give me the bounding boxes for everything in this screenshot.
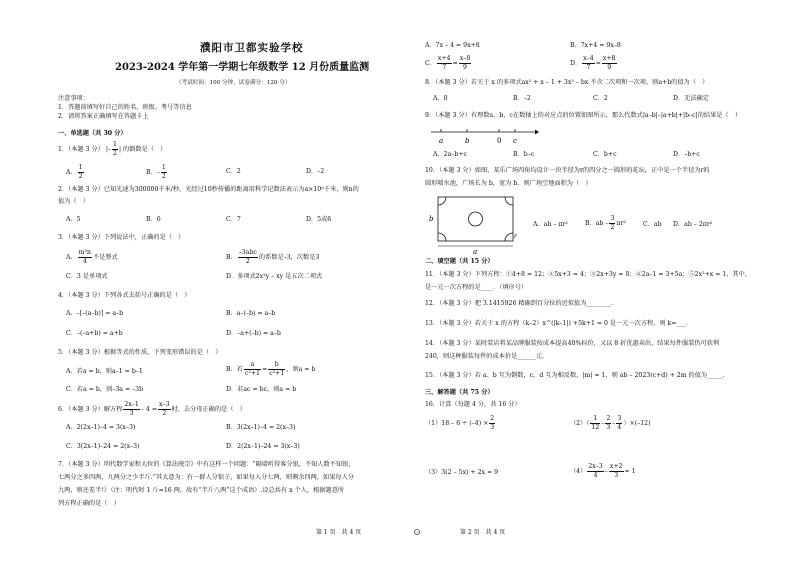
question-10: 10．（本题 3 分）如图，某乐广场四角均设计一块半径为r的四分之一圆形的花坛，正中是一个半径为r的 [425,167,710,174]
question-16: 16．计算（每题 4 分，共 16 分） [425,401,521,408]
q2-option-a: A．5 [66,216,81,223]
question-3: 3．（本题 3 分）下列说法中，正确的是（ ） [58,234,185,241]
q6-option-d: D．2(2x–1)–24 = 3(x–3) [226,443,300,450]
number-line-arrow [535,130,539,135]
q3-option-d: D．多项式2x²y – xy 是五次二项式 [226,273,323,280]
q3-option-b: B． $\frac{\text{–3abc}}{2}$ 的系数是–3，次数是3 [226,249,320,265]
q1-option-b: B．– $\frac{1}{2}$ [146,164,166,180]
q4-option-a: A．–[–(a–b)] = a–b [66,310,124,317]
q16-part-4: （4） $\frac{2x-3}{4}$ – $\frac{x+2}{3}$ = 1 [570,463,636,479]
left-page [58,0,408,561]
q2-option-d: D．5或6 [306,216,332,223]
q9-option-d: D．–b+c [673,151,700,158]
notice-item: 1．答题前填写好自己的姓名、班级、考号等信息 [58,104,192,111]
number-line-figure [429,125,539,147]
question-15: 15．（本题 3 分）若 a、b 互为倒数，c、d 互为相反数，|m| = 1，则 ab – 2023(c+d) + 2m 的值为_____． [425,372,729,379]
q4-option-c: C．–(–a+b) = a+b [66,330,123,337]
label-r: r [514,233,517,240]
label-b: b [465,137,470,145]
question-5: 5．（本题 3 分）根据等式的性质，下列变形错误的是（ ） [58,349,222,356]
q8-option-d: D．无法确定 [673,95,709,102]
abs-value: |– $\frac{1}{2}$ | [105,141,122,157]
q1-option-c: C．2 [226,168,241,175]
plaza-figure [427,193,522,255]
q3-option-c: C．3 是单项式 [66,273,108,280]
question-7: 7．（本题 3 分）明代数学家程大位的《算法统宗》中有这样一个问题：“隔墙听得客分银，不知人数不知银， [58,461,355,468]
question-1 [58,141,166,158]
q7-option-d: D． $\frac{x-4}{7}$ = $\frac{x+8}{9}$ [570,55,616,71]
q7-option-a: A．7x – 4 = 9x+8 [425,42,480,49]
question-2-cont: 值为（ ） [58,198,89,205]
question-2: 2．（本题 3 分）已知光速为300000千米/秒，光经过10秒传播的距离用科学记数法表示为a×10ⁿ千米，则n的 [58,186,359,193]
label-a: a [439,137,444,145]
label-c: c [513,137,517,145]
question-7-line: 列方程正确的是（ ） [58,500,120,507]
q1-stem: 1．（本题 3 分） [58,145,104,153]
label-zero: 0 [497,137,502,145]
q4-option-d: D．–a+(–b) = a–b [226,330,281,337]
fountain-circle [469,212,483,226]
section-heading: 三、解答题（共 75 分） [425,389,494,396]
q16-part-2: （2）（ $\frac{1}{12}$ – $\frac{2}{3}$ – $\frac{3}{4}$ ）×(–12) [570,415,651,431]
corner-flowerbed-br [505,233,513,241]
q1-option-d: D．–2 [306,168,325,175]
q16-part-1: （1）18 – 6 ÷ (–4) × $\frac{2}{3}$ [425,415,495,431]
q5-option-c: C．若a = b，则–3a = –3b [66,386,144,393]
q6-option-c: C．3(2x–1)–24 = 2(x–3) [66,443,140,450]
question-4: 4．（本题 3 分）下列各式去括号正确的是（ ） [58,292,191,299]
question-7-line: 七两分之多四两，九两分之少半斤.”其大意为：有一群人分银子，如果每人分七两，则剩余四两，如果每人分 [58,474,354,481]
exam-info: （考试时间：100 分钟，试卷满分：120 分） [176,80,291,86]
q4-option-b: B．a–(–b) = a–b [226,310,276,317]
question-14-cont: 240，则这种服装每件的成本价是______元. [425,353,544,360]
q1-option-a: A． $\frac{1}{2}$ [66,164,83,180]
question-12: 12．（本题 3 分）把 3.1415926 精确到百分位的近似值为________. [425,300,614,307]
q2-option-c: C．7 [226,216,241,223]
q16-part-3: （3）3(2 – 5x) + 2x = 9 [425,469,499,476]
question-6: 6．（本题 3 分）解方程 $\frac{2x-1}{3}$ – 4 = $\frac{x-3}{2}$ 时，去分母正确的是（ ） [58,401,246,417]
q5-option-a: A．若a = b，则a–1 = b–1 [66,368,143,375]
page-separator-dot [414,529,420,535]
q3-option-a: A． $\frac{\text{m²n}}{4}$ 不是整式 [66,249,118,265]
page-footer-right: 第 2 页 共 4 页 [460,529,506,536]
corner-flowerbed-tl [438,197,446,205]
question-10-cont: 圆形喷水池，广场长为 b，宽为 b，则广场空地面积为（ ） [425,180,592,187]
question-11-cont: 是一元一次方程的是____．（填序号） [425,284,528,291]
label-b: b [429,215,434,223]
q7-option-c: C． $\frac{x+4}{7}$ = $\frac{x-8}{9}$ [425,55,471,71]
question-13: 13．（本题 3 分）若关于 x 的方程（k–2）x^(|k–1|) +5k+1 = 0 是一元一次方程，则 k=___． [425,320,692,327]
q6-option-b: B．3(2x–1)–4 = 2(x–3) [226,424,296,431]
q8-option-b: B．–2 [513,95,531,102]
corner-flowerbed-tr [505,197,513,205]
exam-title: 2023-2024 学年第一学期七年级数学 12 月份质量监测 [115,62,370,73]
q10-option-a: A．ab – πr² [533,221,568,228]
q8-option-c: C．2 [593,95,608,102]
section-heading: 一、单选题（共 30 分） [58,130,127,137]
question-14: 14．（本题 3 分）某时装店将某品牌服装按成本提高40%标价，又以 8 折优惠卖出，结果每件服装仍可获利 [425,340,720,347]
school-title: 濮阳市卫都实验学校 [200,42,304,54]
question-9: 9．（本题 3 分）有理数a、b、c在数轴上的对应点的位置如图所示，那么代数式|a–b|–|a+b|+|b–c|的结果是（ ） [425,112,742,119]
q5-option-b: B．若 $\frac{a}{\text{c²+1}}$ = $\frac{b}{\text{c²+1}}$ ，则a = b [226,361,316,377]
q9-option-b: B．b–c [513,151,535,158]
label-a: a [473,248,478,255]
q10-option-b: B．ab – $\frac{3}{2}$ πr² [585,215,626,231]
page-footer-left: 第 1 页 共 4 页 [316,529,362,536]
corner-flowerbed-bl [438,233,446,241]
q6-option-a: A．2(2x–1)–4 = 3(x–3) [66,424,136,431]
question-11: 11．（本题 3 分）下列方程：①4+8 = 12；②5x+3 = 4；③2x+3y = 0；④2a–1 = 3+5a；⑤2x²+x = 1，其中， [425,271,752,278]
notice-heading: 注意事项： [58,95,89,102]
q1-stem-end: 的倒数是（ ） [123,145,167,153]
plaza-rect [438,197,513,241]
question-8: 8．（本题 3 分）若关于 x 的多项式ax² + x – 1 + 3x² – bx 不含二次项和一次项，则a+b的值为（ ） [425,79,709,86]
q9-option-c: C．b+c [593,151,617,158]
question-7-line: 九两，则还差半斤（注：明代时 1 斤=16 两，故有“半斤八两”这个成语）.设总共有 x 个人，根据题意所 [58,487,345,494]
q10-option-d: D．ab – 2πr² [673,221,713,228]
section-heading: 二、填空题（共 15 分） [425,258,494,265]
right-page [425,0,760,561]
q8-option-a: A．0 [433,95,448,102]
q5-option-d: D．若ac = bc，则a = b [226,386,297,393]
q2-option-b: B．6 [146,216,161,223]
notice-item: 2．请将答案正确填写在答题卡上 [58,113,149,120]
q10-option-c: C．ab [643,221,662,228]
q9-option-a: A．2a–b+c [433,151,467,158]
q7-option-b: B．7x+4 = 9x–8 [570,42,621,49]
